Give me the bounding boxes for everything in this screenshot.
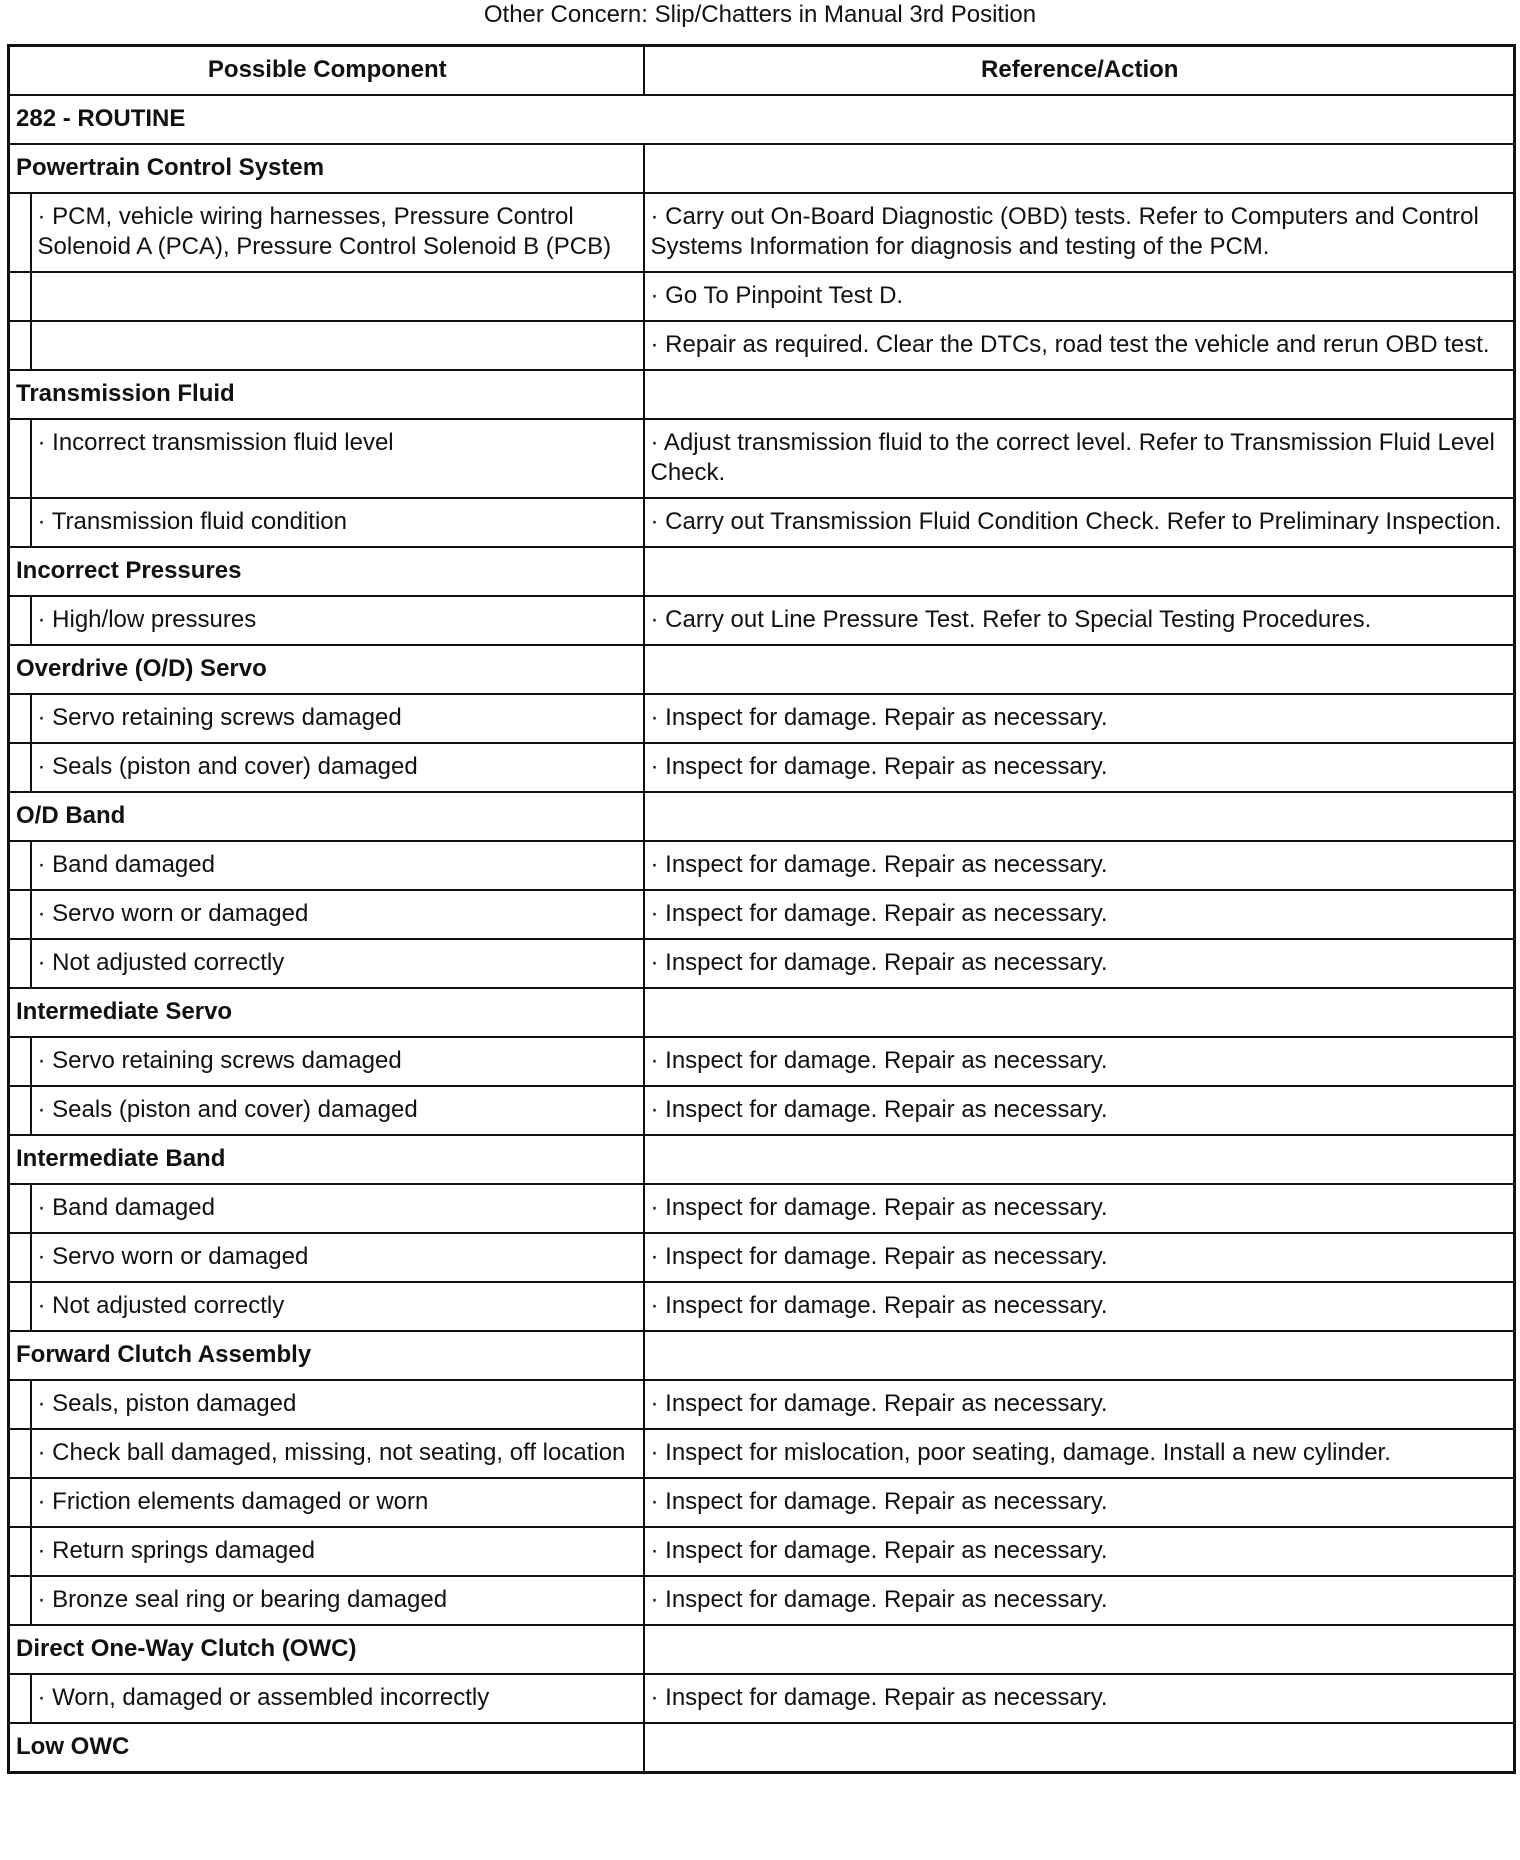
component-cell: · PCM, vehicle wiring harnesses, Pressure Control Solenoid A (PCA), Pressure Control Solenoid B (PCB) — [31, 193, 644, 272]
section-title: Intermediate Servo — [9, 988, 644, 1037]
component-cell — [31, 272, 644, 321]
table-body — [9, 95, 1515, 1773]
action-cell: · Repair as required. Clear the DTCs, road test the vehicle and rerun OBD test. — [644, 321, 1515, 370]
indent-cell — [9, 596, 31, 645]
section-title: Intermediate Band — [9, 1135, 644, 1184]
component-cell: · Transmission fluid condition — [31, 498, 644, 547]
indent-cell — [9, 890, 31, 939]
section-action-empty — [644, 144, 1515, 193]
component-cell: · Servo retaining screws damaged — [31, 1037, 644, 1086]
section-action-empty — [644, 792, 1515, 841]
header-possible-component: Possible Component — [9, 46, 644, 96]
action-cell: · Inspect for damage. Repair as necessary. — [644, 841, 1515, 890]
component-cell: · Servo worn or damaged — [31, 890, 644, 939]
indent-cell — [9, 841, 31, 890]
section-title: Overdrive (O/D) Servo — [9, 645, 644, 694]
section-action-empty — [644, 1331, 1515, 1380]
table-row — [9, 1527, 1515, 1576]
action-cell: · Go To Pinpoint Test D. — [644, 272, 1515, 321]
component-cell: · Seals (piston and cover) damaged — [31, 743, 644, 792]
indent-cell — [9, 498, 31, 547]
component-cell: · Bronze seal ring or bearing damaged — [31, 1576, 644, 1625]
section-action-empty — [644, 547, 1515, 596]
component-cell: · Band damaged — [31, 1184, 644, 1233]
table-row — [9, 841, 1515, 890]
indent-cell — [9, 1429, 31, 1478]
component-cell: · Incorrect transmission fluid level — [31, 419, 644, 498]
component-cell: · Not adjusted correctly — [31, 939, 644, 988]
page-title: Other Concern: Slip/Chatters in Manual 3rd Position — [483, 1, 1037, 28]
indent-cell — [9, 743, 31, 792]
section-title: O/D Band — [9, 792, 644, 841]
action-cell: · Inspect for damage. Repair as necessary. — [644, 1478, 1515, 1527]
indent-cell — [9, 1478, 31, 1527]
action-cell: · Inspect for damage. Repair as necessary. — [644, 890, 1515, 939]
table-row — [9, 694, 1515, 743]
table-row — [9, 1184, 1515, 1233]
table-row — [9, 1233, 1515, 1282]
section-action-empty — [644, 1625, 1515, 1674]
action-cell: · Inspect for damage. Repair as necessary. — [644, 743, 1515, 792]
section-row — [9, 547, 1515, 596]
action-cell: · Inspect for damage. Repair as necessary. — [644, 1233, 1515, 1282]
section-row — [9, 144, 1515, 193]
action-cell: · Inspect for damage. Repair as necessary. — [644, 694, 1515, 743]
section-row — [9, 1135, 1515, 1184]
section-title: Direct One-Way Clutch (OWC) — [9, 1625, 644, 1674]
component-cell: · Worn, damaged or assembled incorrectly — [31, 1674, 644, 1723]
indent-cell — [9, 419, 31, 498]
component-cell: · High/low pressures — [31, 596, 644, 645]
indent-cell — [9, 272, 31, 321]
action-cell: · Carry out Line Pressure Test. Refer to Special Testing Procedures. — [644, 596, 1515, 645]
section-row — [9, 988, 1515, 1037]
table-row — [9, 193, 1515, 272]
routine-row — [9, 95, 1515, 144]
section-row — [9, 1331, 1515, 1380]
action-cell: · Inspect for damage. Repair as necessary. — [644, 1184, 1515, 1233]
table-row — [9, 596, 1515, 645]
component-cell: · Seals, piston damaged — [31, 1380, 644, 1429]
action-cell: · Inspect for damage. Repair as necessary. — [644, 1576, 1515, 1625]
indent-cell — [9, 193, 31, 272]
section-row — [9, 1723, 1515, 1773]
table-row — [9, 419, 1515, 498]
table-header-row — [9, 46, 1515, 96]
action-cell: · Carry out On-Board Diagnostic (OBD) tests. Refer to Computers and Control Systems Information for diagnosis and testing of the PCM. — [644, 193, 1515, 272]
section-title: Incorrect Pressures — [9, 547, 644, 596]
component-cell: · Servo retaining screws damaged — [31, 694, 644, 743]
table-row — [9, 1478, 1515, 1527]
component-cell: · Check ball damaged, missing, not seating, off location — [31, 1429, 644, 1478]
component-cell: · Band damaged — [31, 841, 644, 890]
header-reference-action: Reference/Action — [644, 46, 1515, 96]
indent-cell — [9, 321, 31, 370]
diagnosis-table — [7, 44, 1516, 1774]
indent-cell — [9, 1674, 31, 1723]
table-row — [9, 743, 1515, 792]
action-cell: · Inspect for damage. Repair as necessary. — [644, 1037, 1515, 1086]
table-row — [9, 939, 1515, 988]
action-cell: · Inspect for damage. Repair as necessary. — [644, 939, 1515, 988]
section-title: Forward Clutch Assembly — [9, 1331, 644, 1380]
section-row — [9, 792, 1515, 841]
component-cell: · Friction elements damaged or worn — [31, 1478, 644, 1527]
section-action-empty — [644, 645, 1515, 694]
component-cell: · Servo worn or damaged — [31, 1233, 644, 1282]
action-cell: · Inspect for damage. Repair as necessary. — [644, 1674, 1515, 1723]
table-row — [9, 498, 1515, 547]
section-row — [9, 1625, 1515, 1674]
table-row — [9, 1674, 1515, 1723]
component-cell — [31, 321, 644, 370]
indent-cell — [9, 694, 31, 743]
table-row — [9, 321, 1515, 370]
indent-cell — [9, 1576, 31, 1625]
action-cell: · Carry out Transmission Fluid Condition Check. Refer to Preliminary Inspection. — [644, 498, 1515, 547]
table-row — [9, 1086, 1515, 1135]
indent-cell — [9, 1233, 31, 1282]
section-title: Transmission Fluid — [9, 370, 644, 419]
indent-cell — [9, 1380, 31, 1429]
component-cell: · Not adjusted correctly — [31, 1282, 644, 1331]
action-cell: · Inspect for damage. Repair as necessary. — [644, 1527, 1515, 1576]
action-cell: · Adjust transmission fluid to the correct level. Refer to Transmission Fluid Level Check. — [644, 419, 1515, 498]
section-row — [9, 370, 1515, 419]
action-cell: · Inspect for mislocation, poor seating, damage. Install a new cylinder. — [644, 1429, 1515, 1478]
table-row — [9, 272, 1515, 321]
action-cell: · Inspect for damage. Repair as necessary. — [644, 1282, 1515, 1331]
table-row — [9, 890, 1515, 939]
section-title: Powertrain Control System — [9, 144, 644, 193]
table-row — [9, 1037, 1515, 1086]
section-row — [9, 645, 1515, 694]
indent-cell — [9, 939, 31, 988]
section-action-empty — [644, 988, 1515, 1037]
indent-cell — [9, 1086, 31, 1135]
action-cell: · Inspect for damage. Repair as necessary. — [644, 1380, 1515, 1429]
action-cell: · Inspect for damage. Repair as necessary. — [644, 1086, 1515, 1135]
table-row — [9, 1429, 1515, 1478]
section-title: Low OWC — [9, 1723, 644, 1773]
section-action-empty — [644, 1135, 1515, 1184]
table-row — [9, 1282, 1515, 1331]
table-row — [9, 1576, 1515, 1625]
table-row — [9, 1380, 1515, 1429]
indent-cell — [9, 1282, 31, 1331]
routine-label: 282 - ROUTINE — [9, 95, 1515, 144]
component-cell: · Return springs damaged — [31, 1527, 644, 1576]
indent-cell — [9, 1037, 31, 1086]
indent-cell — [9, 1184, 31, 1233]
section-action-empty — [644, 370, 1515, 419]
section-action-empty — [644, 1723, 1515, 1773]
component-cell: · Seals (piston and cover) damaged — [31, 1086, 644, 1135]
indent-cell — [9, 1527, 31, 1576]
